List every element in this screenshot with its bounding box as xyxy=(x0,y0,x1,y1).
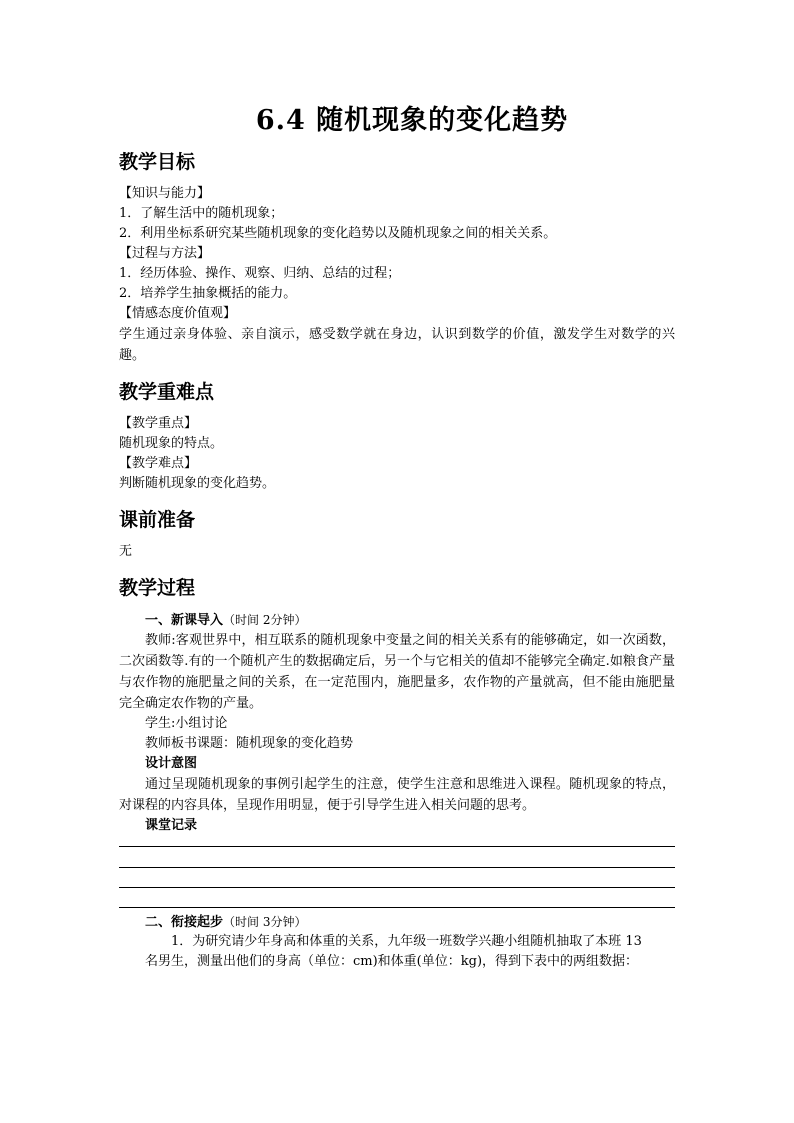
label-difficult: 【教学难点】 xyxy=(119,456,198,471)
section1-title: 一、新课导入 xyxy=(145,613,224,628)
process-item-1: 1．经历体验、操作、观察、归纳、总结的过程； xyxy=(119,266,401,281)
preparation-text: 无 xyxy=(119,544,133,559)
section1-text: 教师:客观世界中，相互联系的随机现象中变量之间的相关关系有的能够确定，如一次函数，二次函数等.有的一个随机产生的数据确定后，另一个与它相关的值却不能够完全确定.如粮食产量与农作物的施肥量之间的关系，在一定范围内，施肥量多，农作物的产量就高，但不能由施肥量完全确定农作物的产量。 xyxy=(119,633,675,711)
heading-objectives: 教学目标 xyxy=(119,151,196,173)
section2-heading xyxy=(119,912,675,932)
difficult-text: 判断随机现象的变化趋势。 xyxy=(119,476,276,491)
heading-preparation: 课前准备 xyxy=(119,509,196,531)
process-item-2: 2．培养学生抽象概括的能力。 xyxy=(119,286,297,301)
knowledge-item-1: 1．了解生活中的随机现象； xyxy=(119,206,284,221)
section2-title: 二、衔接起步 xyxy=(145,915,224,930)
section2-time: （时间 3分钟） xyxy=(223,915,307,929)
design-label: 设计意图 xyxy=(145,756,198,771)
label-knowledge: 【知识与能力】 xyxy=(119,186,211,201)
page-title: 6.4 随机现象的变化趋势 xyxy=(255,105,569,136)
knowledge-item-2: 2．利用坐标系研究某些随机现象的变化趋势以及随机现象之间的相关关系。 xyxy=(119,226,557,241)
heading-process: 教学过程 xyxy=(119,577,196,599)
label-process-method: 【过程与方法】 xyxy=(119,246,211,261)
label-key: 【教学重点】 xyxy=(119,416,198,431)
record-label: 课堂记录 xyxy=(145,818,198,833)
section1-heading xyxy=(119,610,675,630)
student-line: 学生:小组讨论 xyxy=(145,716,228,731)
section2-line-1: 1．为研究请少年身高和体重的关系，九年级一班数学兴趣小组随机抽取了本班 13 xyxy=(171,934,642,949)
board-line: 教师板书课题：随机现象的变化趋势 xyxy=(145,736,354,751)
design-text: 通过呈现随机现象的事例引起学生的注意，使学生注意和思维进入课程。随机现象的特点，对课程的内容具体，呈现作用明显，便于引导学生进入相关问题的思考。 xyxy=(119,777,675,813)
label-emotion: 【情感态度价值观】 xyxy=(119,306,237,321)
emotion-text: 学生通过亲身体验、亲自演示，感受数学就在身边，认识到数学的价值，激发学生对数学的兴趣。 xyxy=(119,327,675,363)
section2-line-2: 名男生，测量出他们的身高（单位：cm)和体重(单位：kg)，得到下表中的两组数据： xyxy=(145,954,639,969)
section1-time: （时间 2分钟） xyxy=(223,613,307,627)
key-text: 随机现象的特点。 xyxy=(119,436,224,451)
heading-key-points: 教学重难点 xyxy=(119,381,215,403)
document-body xyxy=(119,146,675,972)
